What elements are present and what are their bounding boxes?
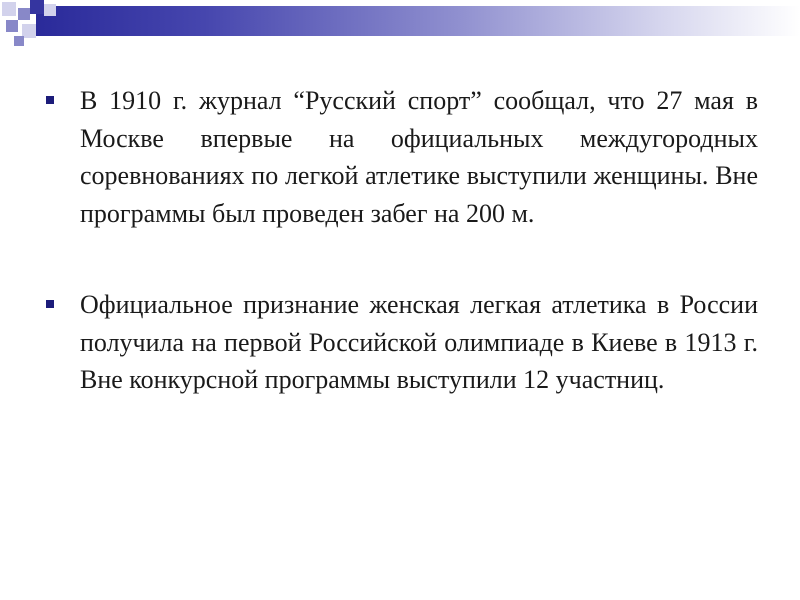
bullet-text: В 1910 г. журнал “Русский спорт” сообщал, что 27 мая в Москве впервые на официальных междугородных соревнованиях по легкой атлетике выступили женщины. Вне программы был проведен забег на 200 м. bbox=[80, 86, 758, 228]
decor-square bbox=[18, 8, 30, 20]
decor-square bbox=[14, 36, 24, 46]
square-bullet-icon bbox=[46, 96, 54, 104]
decor-square bbox=[2, 2, 16, 16]
bullet-text: Официальное признание женская легкая атлетика в России получила на первой Российской олимпиаде в Киеве в 1913 г. Вне конкурсной программы выступили 12 участниц. bbox=[80, 290, 758, 394]
square-bullet-icon bbox=[46, 300, 54, 308]
decor-square bbox=[30, 0, 44, 14]
decor-square bbox=[44, 4, 56, 16]
header-gradient-bar bbox=[36, 6, 800, 36]
header-decoration bbox=[0, 0, 800, 48]
list-item bbox=[44, 82, 758, 232]
decor-square bbox=[22, 24, 36, 38]
bullet-list bbox=[44, 82, 758, 453]
decor-square bbox=[6, 20, 18, 32]
list-item bbox=[44, 286, 758, 399]
